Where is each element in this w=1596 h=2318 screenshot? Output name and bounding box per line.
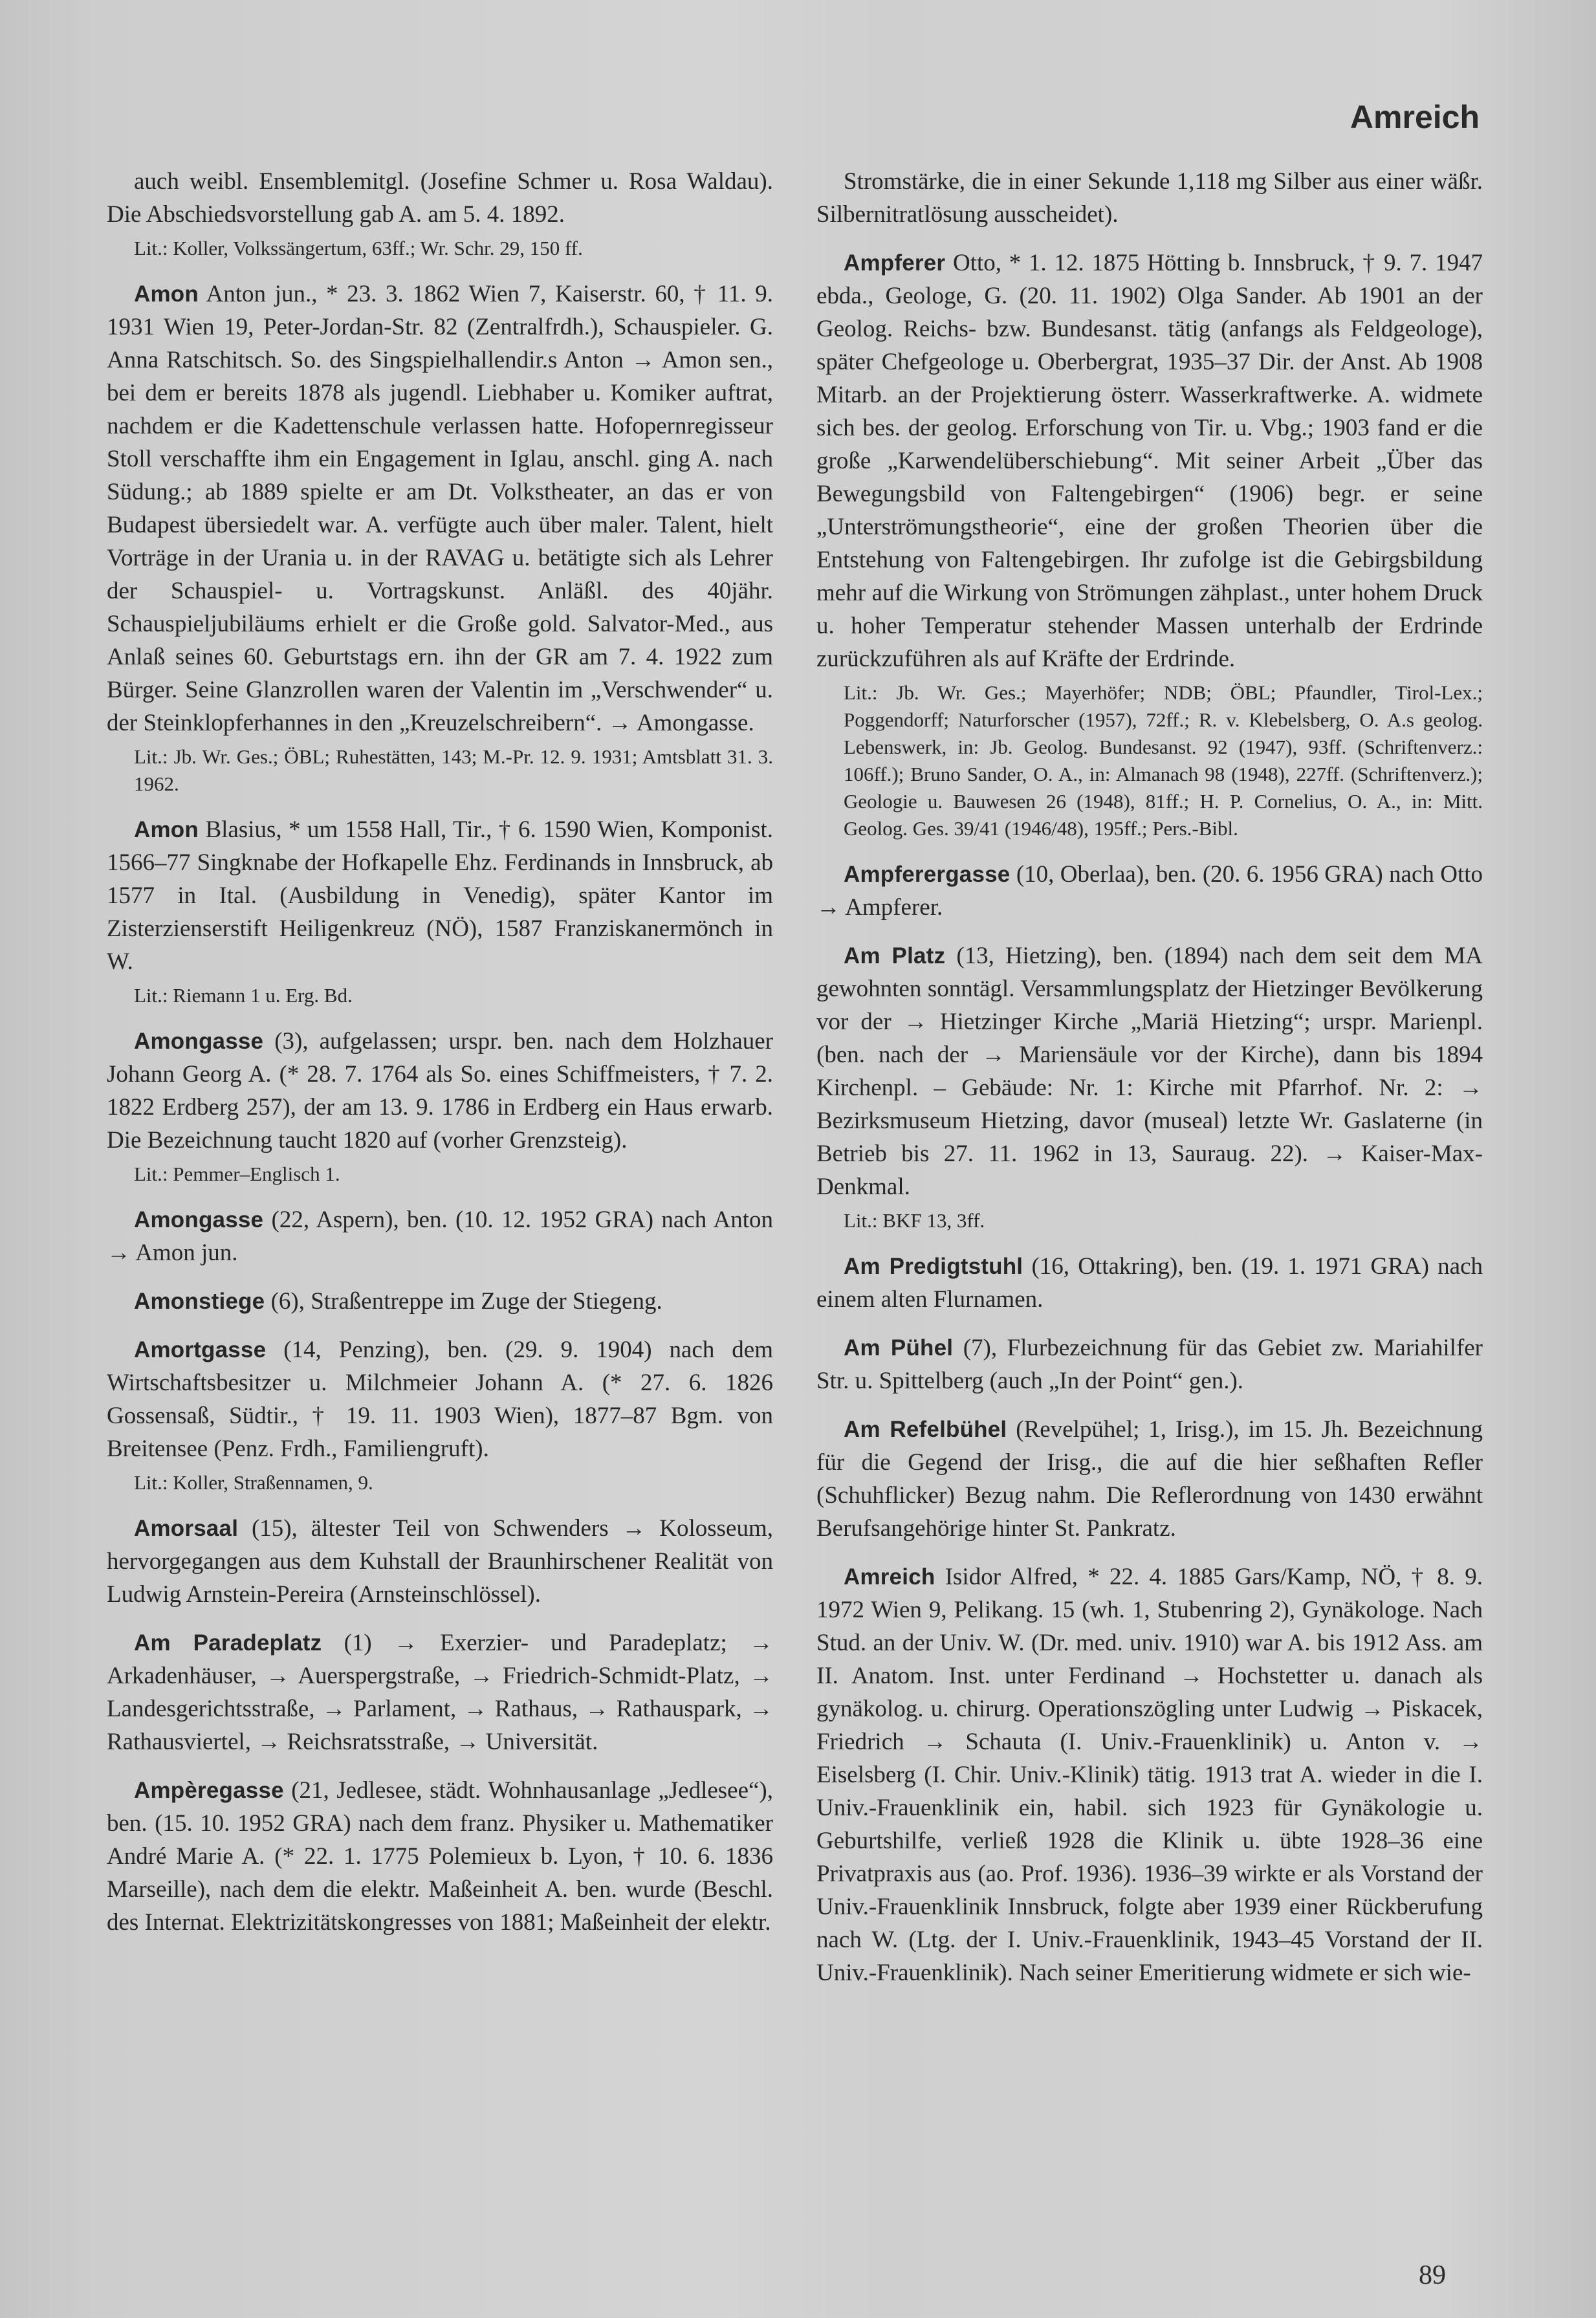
running-title: Amreich [1350,99,1480,135]
left-column [107,165,773,1954]
entry-headword: Amongasse [134,1029,264,1054]
entry-text: Anton jun., * 23. 3. 1862 Wien 7, Kaiserstr. 60, † 11. 9. 1931 Wien 19, Peter-Jordan-Str. 82 (Zentralfrdh.), Schauspieler. G. Anna Ratschitsch. So. des Singspielhallendir.s Anton → Amon sen., bei dem er bereits 1878 als jugendl. Liebhaber u. Komiker auftrat, nachdem er die Kadettenschule verlassen hatte. Hofopernregisseur Stoll verschaffte ihm ein Engagement in Iglau, anschl. ging A. nach Südung.; ab 1889 spielte er am Dt. Volkstheater, an das er von Budapest übersiedelt war. A. verfügte auch über maler. Talent, hielt Vorträge in der Urania u. in der RAVAG u. betätigte sich als Lehrer der Schauspiel- u. Vortragskunst. Anläßl. des 40jähr. Schauspieljubiläums erhielt er die Große gold. Salvator-Med., aus Anlaß seines 60. Geburtstags ern. ihn der GR am 7. 4. 1922 zum Bürger. Seine Glanzrollen waren der Valentin im „Verschwender“ u. der Steinklopferhannes in den „Kreuzelschreibern“. → Amongasse. [107,281,773,736]
right-column [816,165,1483,2005]
entry [107,1203,773,1269]
entry-text: (16, Ottakring), ben. (19. 1. 1971 GRA) nach einem alten Flurnamen. [816,1253,1483,1313]
entry [816,1250,1483,1316]
entry-headword: Ampferergasse [844,862,1011,887]
entry-headword: Amon [134,817,199,842]
entry [107,1025,773,1188]
literature-reference: Lit.: Pemmer–Englisch 1. [134,1163,340,1185]
entry-text: (13, Hietzing), ben. (1894) nach dem seit dem MA gewohnten sonntägl. Versammlungsplatz der Hietzinger Bevölkerung vor der → Hietzinger Kirche „Mariä Hietzing“; urspr. Marienpl. (ben. nach der → Mariensäule vor der Kirche), dann bis 1894 Kirchenpl. – Gebäude: Nr. 1: Kirche mit Pfarrhof. Nr. 2: → Bezirksmuseum Hietzing, davor (museal) letzte Wr. Gaslaterne (in Betrieb bis 27. 11. 1962 in 13, Sauraug. 22). → Kaiser-Max-Denkmal. [816,943,1483,1200]
entry-text: (22, Aspern), ben. (10. 12. 1952 GRA) nach Anton → Amon jun. [107,1207,774,1266]
literature-reference: Lit.: Riemann 1 u. Erg. Bd. [134,984,353,1007]
entry-text: (21, Jedlesee, städt. Wohnhausanlage „Jedlesee“), ben. (15. 10. 1952 GRA) nach dem franz. Physiker u. Mathematiker André Marie A. (* 22. 1. 1775 Polemieux b. Lyon, † 10. 6. 1836 Marseille), nach dem die elektr. Maßeinheit A. ben. wurde (Beschl. des Internat. Elektrizitätskongresses von 1881; Maßeinheit der elektr. [107,1777,774,1936]
entry-headword: Ampèregasse [134,1778,284,1803]
entry-text: (6), Straßentreppe im Zuge der Stiegeng. [270,1288,662,1315]
entry-text: Isidor Alfred, * 22. 4. 1885 Gars/Kamp, NÖ, † 8. 9. 1972 Wien 9, Pelikang. 15 (wh. 1, Stubenring 2), Gynäkologe. Nach Stud. an der Univ. W. (Dr. med. univ. 1910) war A. bis 1912 Ass. am II. Anatom. Inst. unter Ferdinand → Hochstetter u. danach als gynäkolog. u. chirurg. Operationszögling unter Ludwig → Piskacek, Friedrich → Schauta (I. Univ.-Frauenklinik) u. Anton v. → Eiselsberg (I. Chir. Univ.-Klinik) tätig. 1913 trat A. wieder in die I. Univ.-Frauenklinik ein, habil. sich 1923 für Gynäkologie u. Geburtshilfe, verließ 1928 die Klinik u. übte 1928–36 eine Privatpraxis aus (ao. Prof. 1936). 1936–39 wirkte er als Vorstand der Univ.-Frauenklinik Innsbruck, folgte aber 1939 einer Rückberufung nach W. (Ltg. der I. Univ.-Frauenklinik, 1943–45 Vorstand der II. Univ.-Frauenklinik). Nach seiner Emeritierung widmete er sich wie- [816,1564,1483,1986]
literature-reference: Lit.: Koller, Straßennamen, 9. [134,1471,373,1494]
entry-text: Blasius, * um 1558 Hall, Tir., † 6. 1590 Wien, Komponist. 1566–77 Singknabe der Hofkapelle Ehz. Ferdinands in Innsbruck, ab 1577 in Ital. (Ausbildung in Venedig), später Kantor im Zisterzienserstift Heiligenkreuz (NÖ), 1587 Franziskanermönch in W. [107,816,774,975]
entry [107,278,773,798]
entry-text: (7), Flurbezeichnung für das Gebiet zw. Mariahilfer Str. u. Spittelberg (auch „In der Point“ gen.). [816,1335,1483,1394]
entry-headword: Amortgasse [134,1337,267,1362]
entry [107,813,773,1009]
entry [107,1512,773,1611]
entry [107,1333,773,1496]
entry [816,165,1483,231]
entry [816,939,1483,1234]
entry-headword: Amongasse [134,1207,264,1232]
entry-text: (15), ältester Teil von Schwenders → Kolosseum, hervorgegangen aus dem Kuhstall der Braunhirschener Realität von Ludwig Arnstein-Pereira (Arnsteinschlössel). [107,1515,773,1608]
entry-headword: Am Pühel [844,1335,954,1361]
entry-text: (3), aufgelassen; urspr. ben. nach dem Holzhauer Johann Georg A. (* 28. 7. 1764 als So. eines Schiffmeisters, † 7. 2. 1822 Erdberg 257), der am 13. 9. 1786 in Erdberg ein Haus erwarb. Die Bezeichnung taucht 1820 auf (vorher Grenzsteig). [107,1028,773,1154]
page-number: 89 [1419,2260,1446,2290]
entry-headword: Am Platz [844,943,946,968]
entry [816,1331,1483,1397]
entry [107,1626,773,1758]
literature-reference: Lit.: BKF 13, 3ff. [844,1209,985,1232]
entry-text: (Revelpühel; 1, Irisg.), im 15. Jh. Bezeichnung für die Gegend der Irisg., die auf die hier seßhaften Refler (Schuhflicker) Bezug nahm. Die Reflerordnung von 1430 erwähnt Berufsangehörige hinter St. Pankratz. [816,1416,1483,1542]
entry-headword: Ampferer [844,250,946,276]
entry-text: Otto, * 1. 12. 1875 Hötting b. Innsbruck, † 9. 7. 1947 ebda., Geologe, G. (20. 11. 1902) Olga Sander. Ab 1901 an der Geolog. Reichs- bzw. Bundesanst. tätig (anfangs als Feldgeologe), später Chefgeologe u. Oberbergrat, 1935–37 Dir. der Anst. Ab 1908 Mitarb. an der Projektierung österr. Wasserkraftwerke. A. widmete sich bes. der geolog. Erforschung von Tir. u. Vbg.; 1903 fand er die große „Karwendelüberschiebung“. Mit seiner Arbeit „Über das Bewegungsbild von Faltengebirgen“ (1906) begr. er seine „Unterströmungstheorie“, eine der großen Theorien über die Entstehung von Faltengebirgen. Ihr zufolge ist die Gebirgsbildung mehr auf die Wirkung von Strömungen zähplast., unter hohem Druck u. hoher Temperatur stehender Massen unterhalb der Erdrinde zurückzuführen als auf Kräfte der Erdrinde. [816,250,1483,672]
entry-headword: Amreich [844,1564,935,1590]
entry [816,1560,1483,1989]
entry-headword: Amonstiege [134,1289,265,1314]
literature-reference: Lit.: Jb. Wr. Ges.; ÖBL; Ruhestätten, 143; M.-Pr. 12. 9. 1931; Amtsblatt 31. 3. 1962. [134,745,773,795]
entry-headword: Am Predigtstuhl [844,1254,1023,1279]
entry-text: Stromstärke, die in einer Sekunde 1,118 mg Silber aus einer wäßr. Silbernitratlösung ausscheidet). [816,168,1483,228]
entry-text: (1) → Exerzier- und Paradeplatz; → Arkadenhäuser, → Auerspergstraße, → Friedrich-Schmidt-Platz, → Landesgerichtsstraße, → Parlament, → Rathaus, → Rathauspark, → Rathausviertel, → Reichsratsstraße, → Universität. [107,1630,774,1755]
entry-headword: Am Paradeplatz [134,1630,322,1656]
entry [816,246,1483,842]
entry-text: (14, Penzing), ben. (29. 9. 1904) nach dem Wirtschaftsbesitzer u. Milchmeier Johann A. (* 27. 6. 1826 Gossensaß, Südtir., † 19. 11. 1903 Wien), 1877–87 Bgm. von Breitensee (Penz. Frdh., Familiengruft). [107,1337,773,1462]
entry [107,1774,773,1939]
entry-headword: Amon [134,281,199,307]
entry-headword: Amorsaal [134,1516,239,1541]
entry-headword: Am Refelbühel [844,1417,1007,1442]
entry [107,1285,773,1318]
entry [107,165,773,262]
entry [816,1413,1483,1545]
literature-reference: Lit.: Jb. Wr. Ges.; Mayerhöfer; NDB; ÖBL; Pfaundler, Tirol-Lex.; Poggendorff; Naturforscher (1957), 72ff.; R. v. Klebelsberg, O. A.s geolog. Lebenswerk, in: Jb. Geolog. Bundesanst. 92 (1947), 93ff. (Schriftenverz.: 106ff.); Bruno Sander, O. A., in: Almanach 98 (1948), 227ff. (Schriftenverz.); Geologie u. Bauwesen 26 (1948), 81ff.; H. P. Cornelius, O. A., in: Mitt. Geolog. Ges. 39/41 (1946/48), 195ff.; Pers.-Bibl. [844,681,1483,840]
entry-text: (10, Oberlaa), ben. (20. 6. 1956 GRA) nach Otto → Ampferer. [816,861,1483,921]
entry-text: auch weibl. Ensemblemitgl. (Josefine Schmer u. Rosa Waldau). Die Abschiedsvorstellung gab A. am 5. 4. 1892. [107,168,773,228]
entry [816,858,1483,924]
literature-reference: Lit.: Koller, Volkssängertum, 63ff.; Wr. Schr. 29, 150 ff. [134,237,583,259]
